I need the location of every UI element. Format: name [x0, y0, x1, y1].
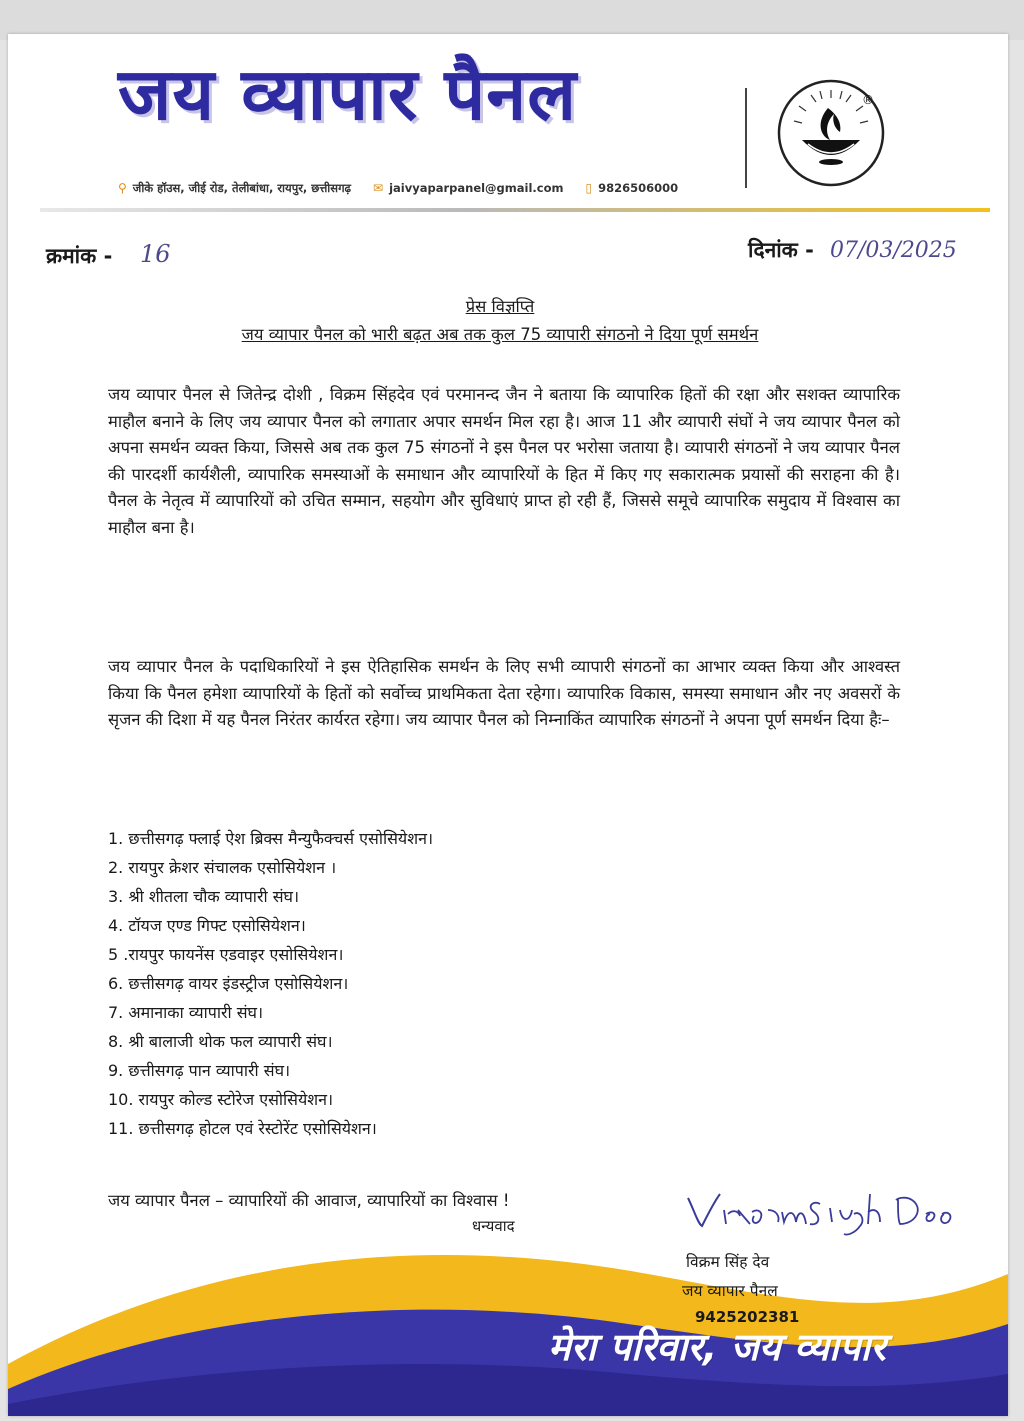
phone-icon: ▯ — [585, 181, 593, 195]
list-item: 2. रायपुर क्रेशर संचालक एसोसियेशन । — [108, 858, 337, 877]
list-item: 3. श्री शीतला चौक व्यापारी संघ। — [108, 887, 300, 906]
contact-row — [118, 178, 678, 198]
footer-wave-art — [8, 1214, 1008, 1416]
list-item: 1. छत्तीसगढ़ फ्लाई ऐश ब्रिक्स मैन्युफैक्चर्स एसोसियेशन। — [108, 829, 434, 848]
press-release-title: प्रेस विज्ञप्ति — [465, 297, 535, 316]
list-item: 4. टॉयज एण्ड गिफ्ट एसोसियेशन। — [108, 916, 306, 935]
organization-list — [108, 824, 433, 1143]
list-item: 5 .रायपुर फायनेंस एडवाइर एसोसियेशन। — [108, 945, 344, 964]
brand-title: जय व्यापार पैनल — [118, 52, 578, 136]
registered-mark: ® — [862, 93, 874, 107]
date-value: 07/03/2025 — [830, 238, 957, 263]
header-divider — [745, 88, 747, 188]
list-item: 7. अमानाका व्यापारी संघ। — [108, 1003, 264, 1022]
header-rule — [40, 208, 990, 212]
list-item: 11. छत्तीसगढ़ होटल एवं रेस्टोरेंट एसोसियेशन। — [108, 1119, 377, 1138]
signer-name: विक्रम सिंह देव — [686, 1253, 770, 1271]
diya-lamp-logo — [776, 78, 886, 188]
signer-phone: 9425202381 — [695, 1308, 800, 1326]
press-release-subtitle: जय व्यापार पैनल को भारी बढ़त अब तक कुल 75 व्यापारी संगठनो ने दिया पूर्ण समर्थन — [241, 325, 759, 344]
email-text: jaivyaparpanel@gmail.com — [389, 181, 564, 195]
body-paragraph-2: जय व्यापार पैनल के पदाधिकारियों ने इस ऐतिहासिक समर्थन के लिए सभी व्यापारी संगठनों का आभार व्यक्त किया और आश्वस्त किया कि पैनल हमेशा व्यापारियों के हितों को सर्वोच्च प्राथमिकता देता रहेगा। व्यापारिक विकास, समस्या समाधान और नए अवसरों के सृजन की दिशा में यह पैनल निरंतर कार्यरत रहेगा। जय व्यापार पैनल को निम्नाकिंत व्यापारिक संगठनों ने अपना पूर्ण समर्थन दिया हैः– — [108, 657, 900, 729]
date-label: दिनांक - — [748, 238, 814, 262]
press-release-subheading — [0, 322, 1000, 345]
closing-thanks: धन्यवाद — [472, 1217, 515, 1235]
list-item: 10. रायपुर कोल्ड स्टोरेज एसोसियेशन। — [108, 1090, 334, 1109]
body-paragraph-1: जय व्यापार पैनल से जितेन्द्र दोशी , विक्रम सिंहदेव एवं परमानन्द जैन ने बताया कि व्यापारिक हितों की रक्षा और सशक्त व्यापारिक माहौल बनाने के लिए जय व्यापार पैनल को लगातार अपार समर्थन मिल रहा है। आज 11 और व्यापारी संघों ने जय व्यापार पैनल को अपना समर्थन व्यक्त किया, जिससे अब तक कुल 75 संगठनों ने इस पैनल पर भरोसा जताया है। व्यापारी संगठनों ने जय व्यापार पैनल की पारदर्शी कार्यशैली, व्यापारिक समस्याओं के समाधान और व्यापारियों के हित में किए गए सकारात्मक प्रयासों की सराहना की है। पैनल के नेतृत्व में व्यापारियों को उचित सम्मान, सहयोग और सुविधाएं प्राप्त हो रही हैं, जिससे समूचे व्यापारिक समुदाय में विश्वास का माहौल बना है। — [108, 385, 900, 537]
location-pin-icon: ⚲ — [118, 181, 127, 195]
serial-value: 16 — [140, 240, 171, 268]
mail-icon: ✉ — [373, 181, 384, 195]
press-release-heading — [0, 294, 1000, 317]
address-text: जीके हॉउस, जीई रोड, तेलीबांधा, रायपुर, छत्तीसगढ़ — [132, 180, 352, 195]
handwritten-signature — [680, 1180, 970, 1240]
list-item: 9. छत्तीसगढ़ पान व्यापारी संघ। — [108, 1061, 291, 1080]
closing-slogan: जय व्यापार पैनल – व्यापारियों की आवाज, व्यापारियों का विश्वास ! — [108, 1191, 510, 1210]
serial-label: क्रमांक - — [46, 244, 113, 268]
phone-text: 9826506000 — [598, 181, 679, 195]
signer-organization: जय व्यापार पैनल — [682, 1282, 778, 1300]
list-item: 8. श्री बालाजी थोक फल व्यापारी संघ। — [108, 1032, 333, 1051]
list-item: 6. छत्तीसगढ़ वायर इंडस्ट्रीज एसोसियेशन। — [108, 974, 349, 993]
footer-tagline: मेरा परिवार, जय व्यापार — [548, 1325, 886, 1369]
